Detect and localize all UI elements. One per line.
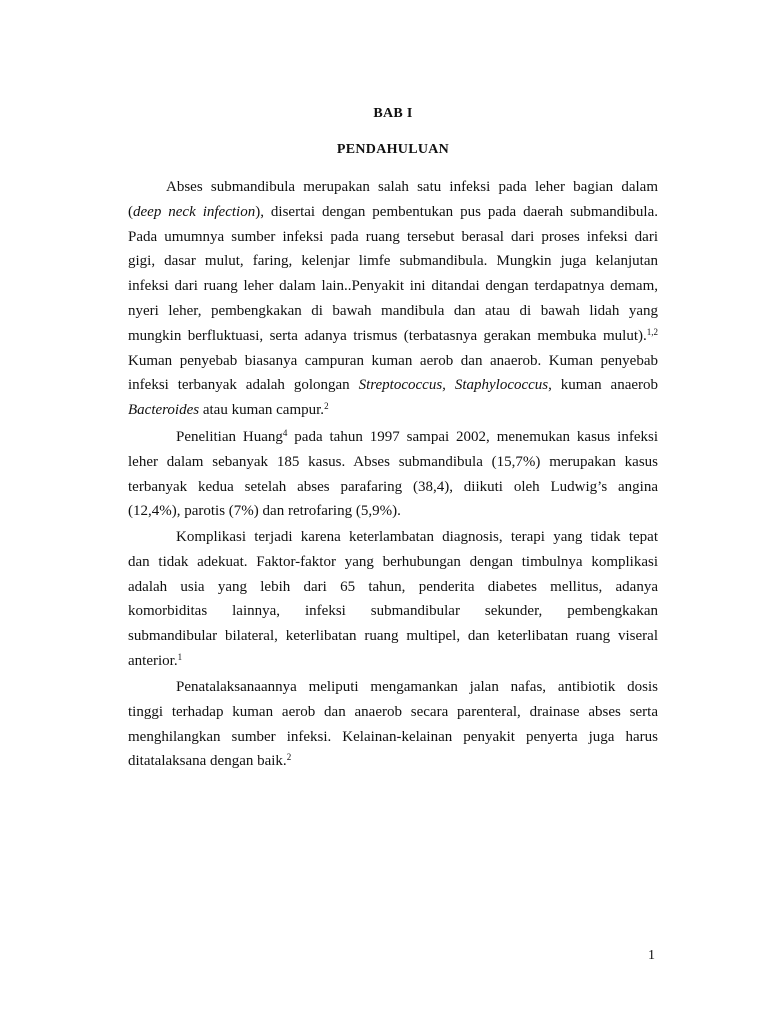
paragraph-1-line bbox=[128, 252, 658, 270]
paragraph-3-line bbox=[128, 553, 658, 571]
text-run: Komplikasi terjadi karena keterlambatan diagnosis, terapi yang tidak tepat bbox=[176, 529, 658, 545]
text-run: ditatalaksana dengan baik. bbox=[128, 753, 287, 770]
text-run: ( bbox=[128, 203, 133, 220]
paragraph-1-line bbox=[128, 352, 658, 370]
citation-superscript: 2 bbox=[286, 752, 292, 763]
text-run: tinggi terhadap kuman aerob dan anaerob secara parenteral, drainase abses serta bbox=[128, 703, 658, 720]
paragraph-4-line bbox=[128, 752, 658, 770]
paragraph-1-line bbox=[128, 327, 658, 345]
text-run: pada tahun 1997 sampai 2002, menemukan kasus infeksi bbox=[287, 429, 658, 445]
paragraph-1-line bbox=[128, 401, 658, 419]
citation-superscript: 2 bbox=[324, 401, 329, 412]
text-run: Penelitian Huang bbox=[176, 429, 283, 445]
text-run: Abses submandibula merupakan salah satu infeksi pada leher bagian dalam bbox=[166, 179, 658, 195]
text-run: (12,4%), parotis (7%) dan retrofaring (5,9%). bbox=[128, 503, 401, 520]
paragraph-3-line bbox=[128, 627, 658, 645]
page-number: 1 bbox=[648, 948, 655, 963]
italic-term: Bacteroides bbox=[128, 402, 200, 419]
text-run: adalah usia yang lebih dari 65 tahun, penderita diabetes mellitus, adanya bbox=[128, 578, 658, 595]
citation-superscript: 4 bbox=[282, 428, 288, 438]
text-run: gigi, dasar mulut, faring, kelenjar limfe submandibula. Mungkin juga kelanjutan bbox=[128, 253, 658, 270]
paragraph-2-line bbox=[128, 478, 658, 496]
paragraph-1-line bbox=[128, 228, 658, 246]
text-run: ), disertai dengan pembentukan pus pada daerah submandibula. bbox=[255, 203, 658, 220]
text-run: Pada umumnya sumber infeksi pada ruang tersebut berasal dari proses infeksi dari bbox=[128, 228, 658, 245]
paragraph-1-line bbox=[128, 302, 658, 320]
paragraph-1-line bbox=[128, 277, 658, 295]
paragraph-3-line bbox=[128, 602, 658, 620]
paragraph-3-line bbox=[128, 652, 658, 670]
paragraph-3-line bbox=[128, 578, 658, 596]
text-run: atau kuman campur. bbox=[199, 402, 325, 419]
italic-term: Streptococcus, Staphylococcus bbox=[358, 377, 549, 394]
paragraph-2-line bbox=[128, 502, 658, 520]
text-run: menghilangkan sumber infeksi. Kelainan-kelainan penyakit penyerta juga harus bbox=[128, 728, 658, 745]
paragraph-3-line bbox=[176, 528, 658, 546]
paragraph-4-line bbox=[176, 678, 658, 696]
text-run: dan tidak adekuat. Faktor-faktor yang berhubungan dengan timbulnya komplikasi bbox=[128, 553, 658, 570]
paragraph-2-line bbox=[176, 428, 658, 446]
chapter-heading: BAB I bbox=[373, 106, 413, 121]
text-run: komorbiditas lainnya, infeksi submandibular sekunder, pembengkakan bbox=[128, 603, 658, 620]
citation-superscript: 1,2 bbox=[646, 326, 658, 337]
text-run: mungkin berfluktuasi, serta adanya trismus (terbatasnya gerakan membuka mulut). bbox=[128, 327, 647, 344]
chapter-title: PENDAHULUAN bbox=[336, 142, 450, 157]
citation-superscript: 1 bbox=[177, 652, 183, 662]
text-run: Kuman penyebab biasanya campuran kuman aerob dan anaerob. Kuman penyebab bbox=[128, 352, 658, 369]
text-run: infeksi terbanyak adalah golongan bbox=[128, 377, 359, 394]
paragraph-4-line bbox=[128, 703, 658, 721]
text-run: nyeri leher, pembengkakan di bawah mandibula dan atau di bawah lidah yang bbox=[128, 303, 658, 319]
paragraph-1-line bbox=[128, 203, 658, 221]
paragraph-1-line bbox=[128, 376, 658, 394]
text-run: anterior. bbox=[128, 653, 178, 669]
text-run: , kuman anaerob bbox=[548, 377, 659, 394]
text-run: Penatalaksanaannya meliputi mengamankan jalan nafas, antibiotik dosis bbox=[176, 679, 658, 695]
paragraph-2-line bbox=[128, 453, 658, 471]
text-run: infeksi dari ruang leher dalam lain..Penyakit ini ditandai dengan terdapatnya demam, bbox=[128, 278, 658, 295]
paragraph-4-line bbox=[128, 728, 658, 746]
text-run: submandibular bilateral, keterlibatan ruang multipel, dan keterlibatan ruang viseral bbox=[128, 628, 658, 645]
italic-term: deep neck infection bbox=[133, 203, 256, 220]
text-run: terbanyak kedua setelah abses parafaring (38,4), diikuti oleh Ludwig’s angina bbox=[128, 478, 658, 495]
text-run: leher dalam sebanyak 185 kasus. Abses submandibula (15,7%) merupakan kasus bbox=[128, 453, 658, 470]
paragraph-1-line bbox=[166, 178, 658, 196]
